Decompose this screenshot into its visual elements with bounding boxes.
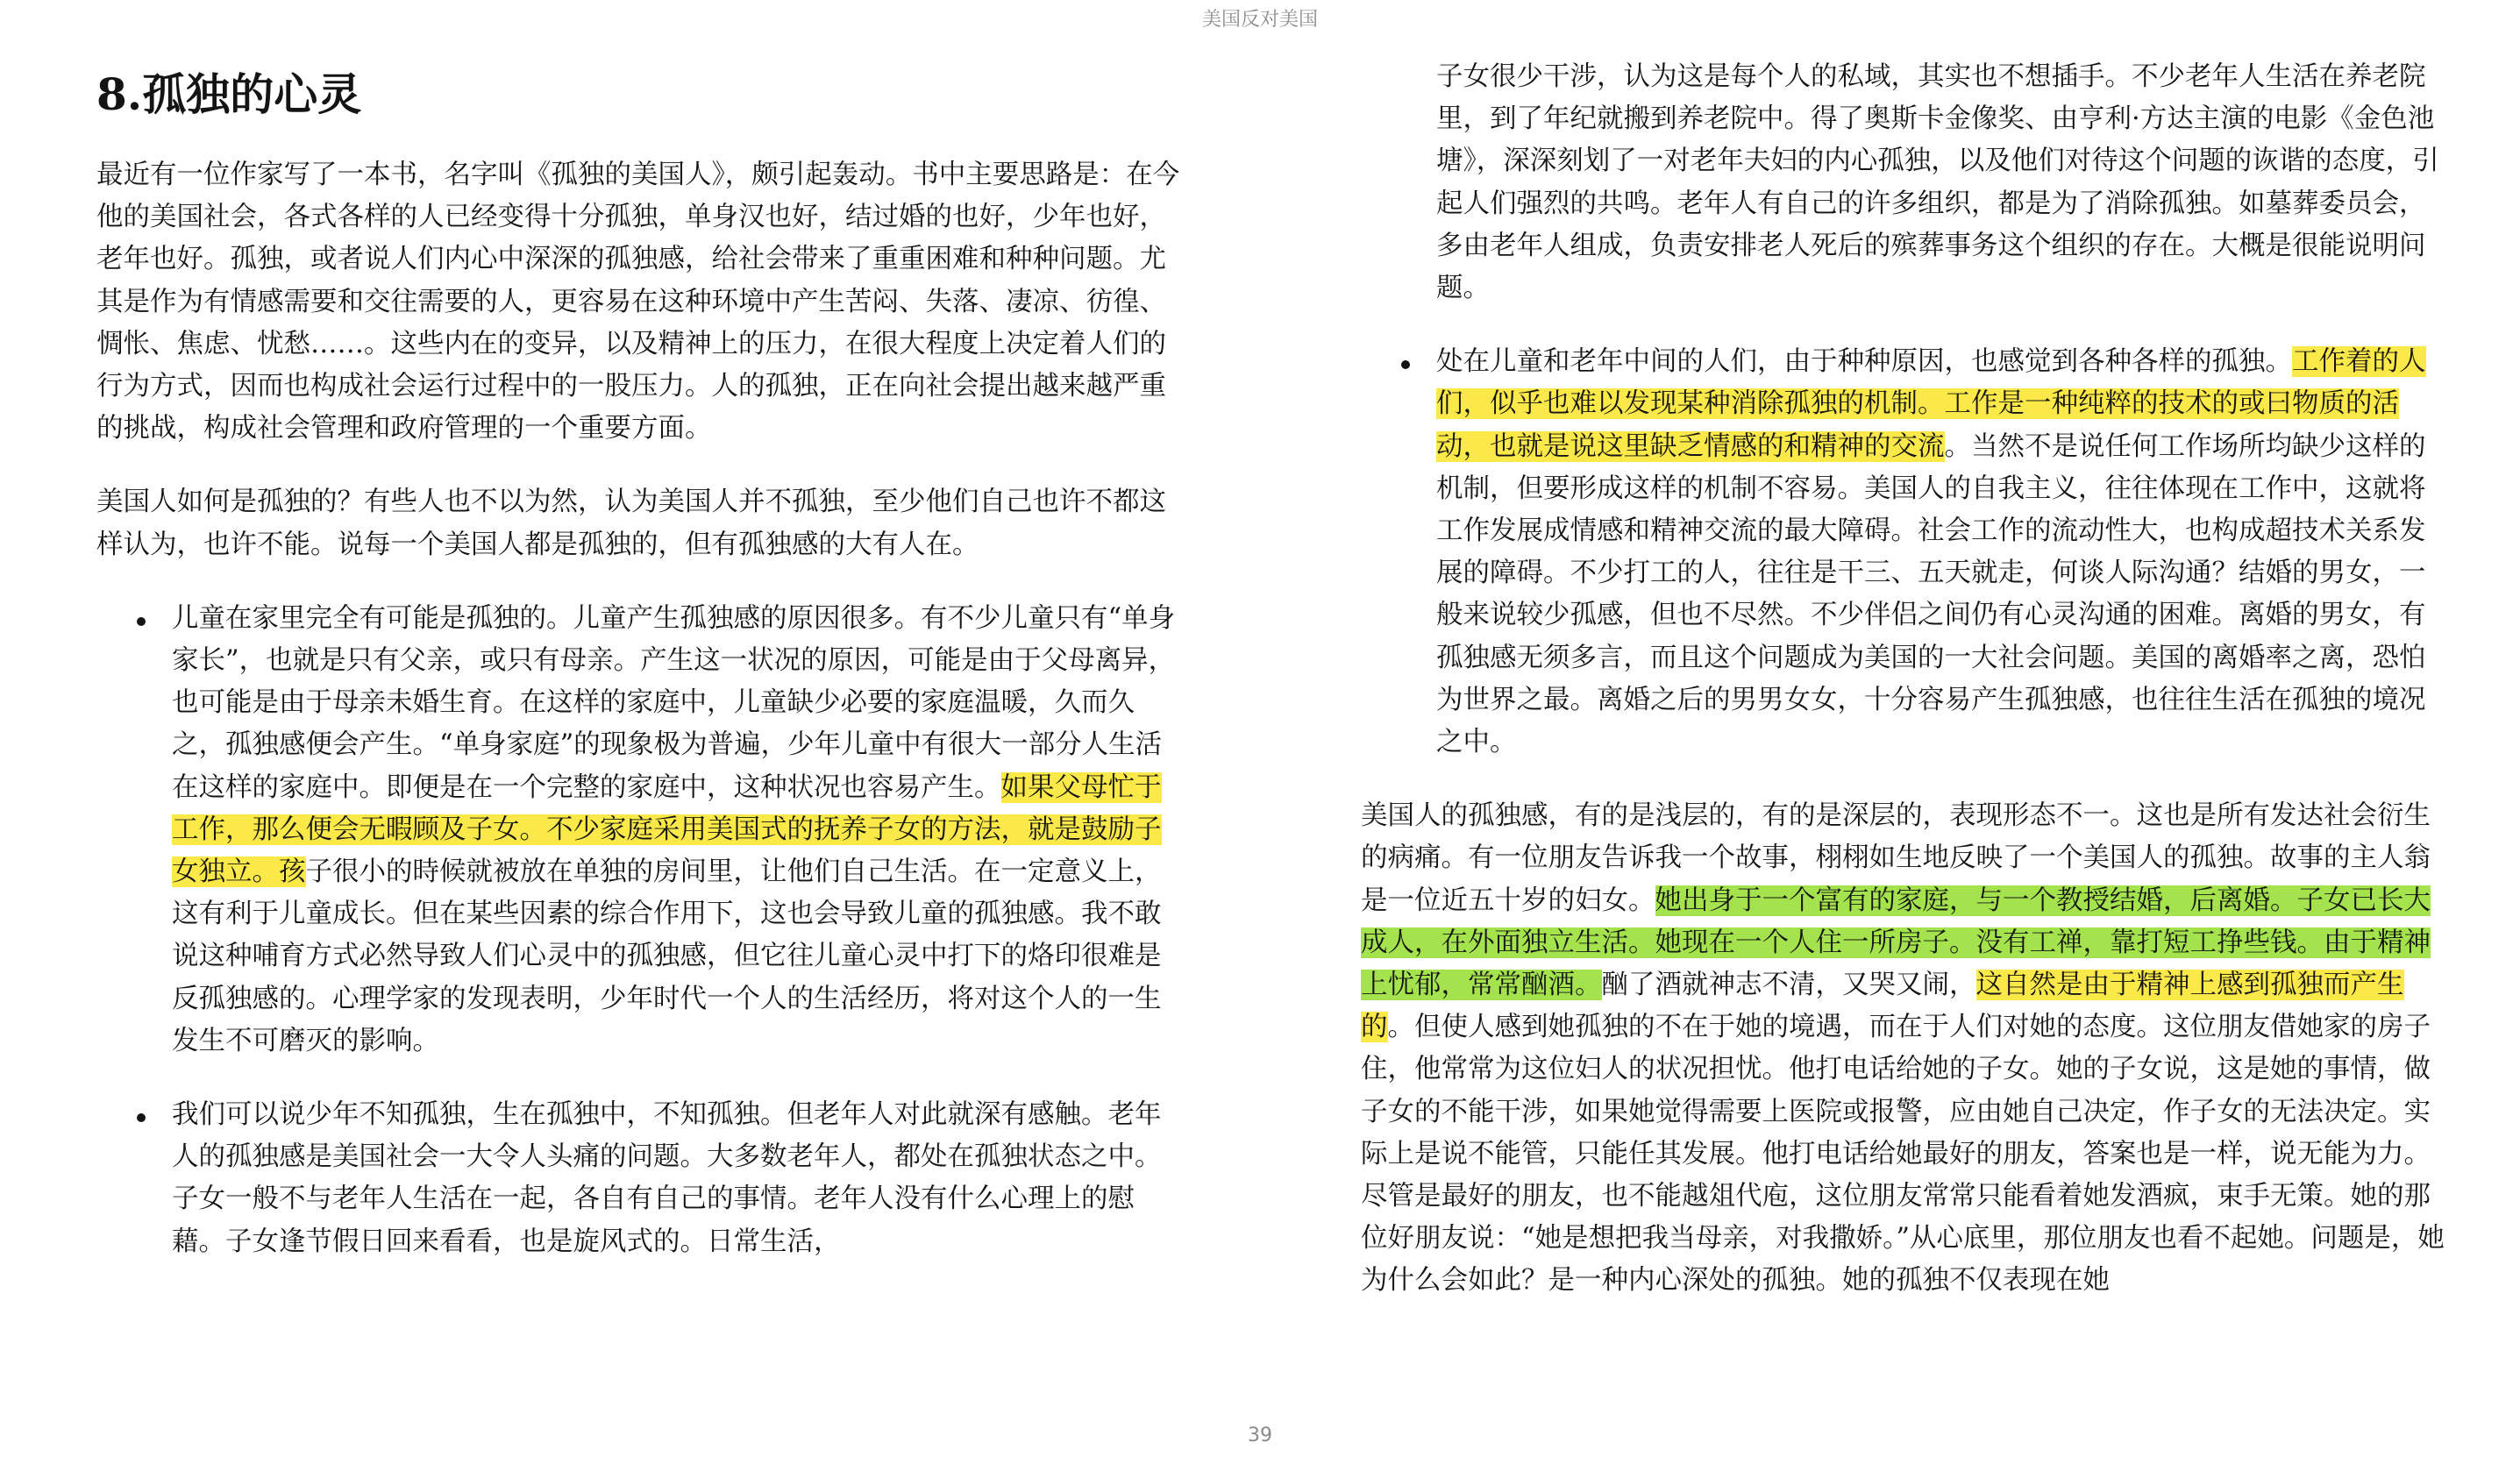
list-item-elderly [96, 1094, 1184, 1263]
list-item-working-people [1361, 341, 2448, 764]
text-working-b: 。当然不是说任何工作场所均缺少这样的机制，但要形成这样的机制不容易。美国人的自我主义，往往体现在工作中，这就将工作发展成情感和精神交流的最大障碍。社会工作的流动性大，也构成超技术关系发展的障碍。不少打工的人，往往是干三、五天就走，何谈人际沟通？结婚的男女，一般来说较少孤感，但也不尽然。不少伴侣之间仍有心灵沟通的困难。离婚的男女，有孤独感无须多言，而且这个问题成为美国的一大社会问题。美国的离婚率之离，恐怕为世界之最。离婚之后的男男女女，十分容易产生孤独感，也往往生活在孤独的境况之中。 [1436, 430, 2426, 758]
chapter-title: 8.孤独的心灵 [96, 68, 362, 120]
bullet-icon [137, 1113, 146, 1122]
text-story-c: 。但使人感到她孤独的不在于她的境遇，而在于人们对她的态度。这位朋友借她家的房子住，他常常为这位妇人的状况担忧。他打电话给她的子女。她的子女说，这是她的事情，做子女的不能干涉，如果她觉得需要上医院或报警，应由她自己决定，作子女的无法决定。实际上是说不能管，只能任其发展。他打电话给她最好的朋友，答案也是一样，说无能为力。尽管是最好的朋友，也不能越俎代庖，这位朋友常常只能看着她发酒疯，束手无策。她的那位好朋友说：“她是想把我当母亲，对我撒娇。”从心底里，那位朋友也看不起她。问题是，她为什么会如此？是一种内心深处的孤独。她的孤独不仅表现在她 [1361, 1012, 2445, 1297]
highlight-yellow[interactable]: 这自然是由于精神上感到孤独而产生的 [1361, 970, 2404, 1043]
text-children-b: 子很小的時候就被放在单独的房间里，让他们自己生活。在一定意义上，这有利于儿童成长。但在某些因素的综合作用下，这也会导致儿童的孤独感。我不敢说这种哺育方式必然导致人们心灵中的孤独感，但它往儿童心灵中打下的烙印很难是反孤独感的。心理学家的发现表明，少年时代一个人的生活经历，将对这个人的一生发生不可磨灭的影响。 [172, 856, 1162, 1056]
highlight-yellow[interactable]: 工作着的人们，似乎也难以发现某种消除孤独的机制。工作是一种纯粹的技术的或曰物质的活动，也就是说这里缺乏情感的和精神的交流 [1436, 346, 2426, 462]
book-title: 美国反对美国 [1201, 9, 1318, 31]
text-story-b: 酗了酒就神志不清，又哭又闹， [1601, 970, 1976, 1001]
highlight-green[interactable]: 她出身于一个富有的家庭，与一个教授结婚，后离婚。子女已长大成人，在外面独立生活。她现在一个人住一所房子。没有工禅，靠打短工挣些钱。由于精神上忧郁，常常酗酒。 [1361, 885, 2431, 1001]
text-working-a: 处在儿童和老年中间的人们，由于种种原因，也感觉到各种各样的孤独。 [1436, 346, 2292, 378]
highlight-yellow[interactable]: 如果父母忙于工作，那么便会无暇顾及子女。不少家庭采用美国式的抚养子女的方法，就是鼓励子女独立。孩 [172, 771, 1162, 888]
left-page-column [96, 53, 1184, 1295]
bullet-list [1361, 341, 2448, 764]
paragraph-intro: 最近有一位作家写了一本书，名字叫《孤独的美国人》，颇引起轰动。书中主要思路是：在今他的美国社会，各式各样的人已经变得十分孤独，单身汉也好，结过婚的也好，少年也好，老年也好。孤独，或者说人们内心中深深的孤独感，给社会带来了重重困难和种种问题。尤其是作为有情感需要和交往需要的人，更容易在这种环境中产生苦闷、失落、凄凉、彷徨、惆怅、焦虑、忧愁……。这些内在的变异，以及精神上的压力，在很大程度上决定着人们的行为方式，因而也构成社会运行过程中的一股压力。人的孤独，正在向社会提出越来越严重的挑战，构成社会管理和政府管理的一个重要方面。 [96, 160, 1180, 444]
text-elderly-continued: 子女很少干涉，认为这是每个人的私域，其实也不想插手。不少老年人生活在养老院里，到了年纪就搬到养老院中。得了奥斯卡金像奖、由亨利·方达主演的电影《金色池塘》，深深刻划了一对老年夫妇的内心孤独，以及他们对待这个问题的诙谐的态度，引起人们强烈的共鸣。老年人有自己的许多组织，都是为了消除孤独。如墓葬委员会，多由老年人组成，负责安排老人死后的殡葬事务这个组织的存在。大概是很能说明问题。 [1436, 61, 2439, 304]
paragraph-question: 美国人如何是孤独的？有些人也不以为然，认为美国人并不孤独，至少他们自己也许不都这样认为，也许不能。说每一个美国人都是孤独的，但有孤独感的大有人在。 [96, 487, 1166, 560]
page-number: 39 [1248, 1425, 1272, 1446]
paragraph-story [1361, 795, 2448, 1302]
bullet-list [96, 598, 1184, 1263]
list-item-children [96, 598, 1184, 1063]
text-story-a: 美国人的孤独感，有的是浅层的，有的是深层的，表现形态不一。这也是所有发达社会衍生的病痛。有一位朋友告诉我一个故事，栩栩如生地反映了一个美国人的孤独。故事的主人翁是一位近五十岁的妇女。 [1361, 800, 2431, 916]
bullet-icon [1401, 360, 1410, 369]
bullet-icon [137, 617, 146, 626]
text-children-a: 儿童在家里完全有可能是孤独的。儿童产生孤独感的原因很多。有不少儿童只有“单身家长”，也就是只有父亲，或只有母亲。产生这一状况的原因，可能是由于父母离异，也可能是由于母亲未婚生育。在这样的家庭中，儿童缺少必要的家庭温暖，久而久之，孤独感便会产生。“单身家庭”的现象极为普遍，少年儿童中有很大一部分人生活在这样的家庭中。即便是在一个完整的家庭中，这种状况也容易产生。 [172, 602, 1176, 803]
right-page-column [1361, 56, 2448, 1334]
text-elderly: 我们可以说少年不知孤独，生在孤独中，不知孤独。但老年人对此就深有感触。老年人的孤独感是美国社会一大令人头痛的问题。大多数老年人，都处在孤独状态之中。子女一般不与老年人生活在一起，各自有自己的事情。老年人没有什么心理上的慰藉。子女逢节假日回来看看，也是旋风式的。日常生活， [172, 1099, 1162, 1257]
